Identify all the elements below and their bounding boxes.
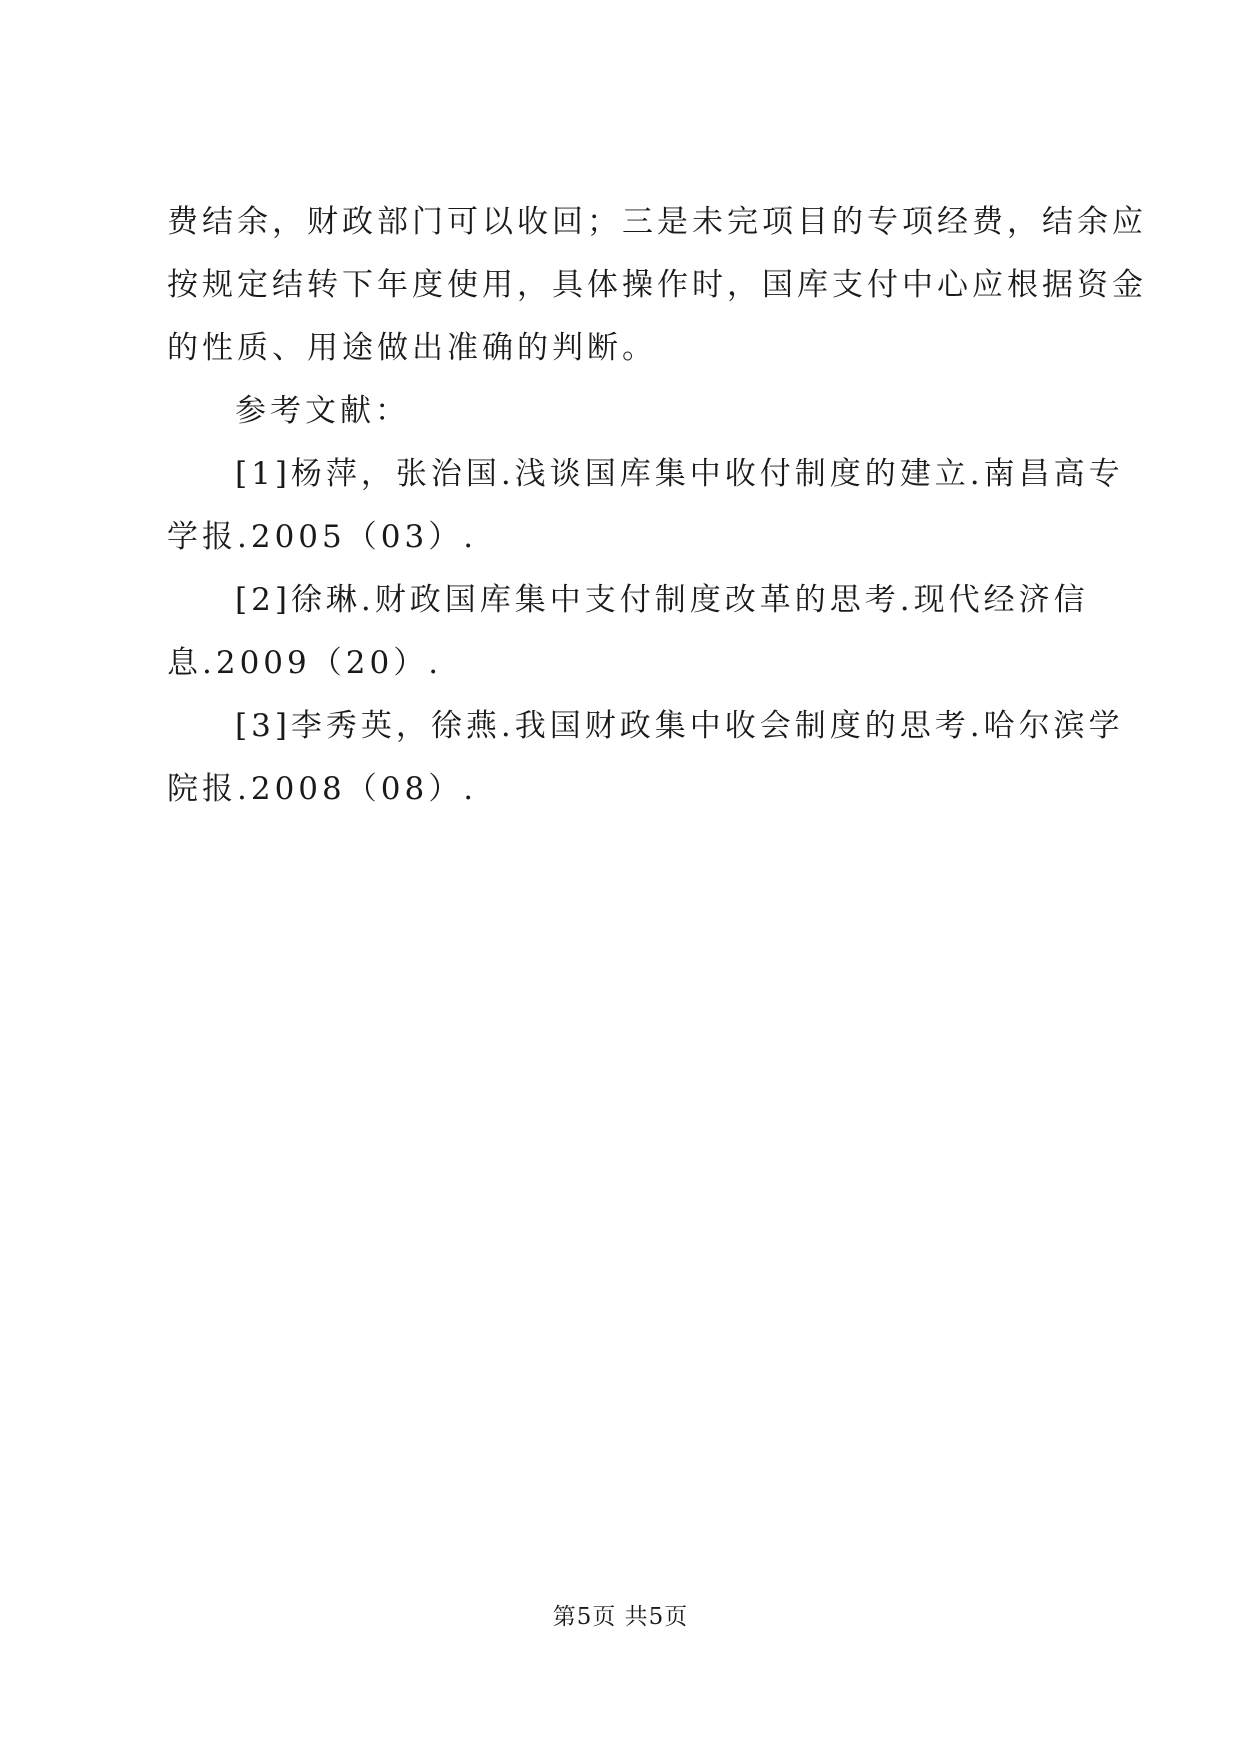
reference-1-line-1: [1]杨萍，张治国.浅谈国库集中收付制度的建立.南昌高专 bbox=[235, 456, 1124, 492]
paragraph-line: 费结余，财政部门可以收回；三是未完项目的专项经费，结余应 bbox=[167, 204, 1147, 240]
references-heading: 参考文献： bbox=[235, 393, 410, 429]
reference-2-line-2: 息.2009（20）. bbox=[167, 645, 443, 681]
reference-1-line-2: 学报.2005（03）. bbox=[167, 519, 478, 555]
paragraph-line: 的性质、用途做出准确的判断。 bbox=[167, 330, 657, 366]
reference-3-line-1: [3]李秀英，徐燕.我国财政集中收会制度的思考.哈尔滨学 bbox=[235, 708, 1124, 744]
document-body bbox=[167, 202, 1147, 832]
paragraph-line: 按规定结转下年度使用，具体操作时，国库支付中心应根据资金 bbox=[167, 267, 1147, 303]
reference-3-line-2: 院报.2008（08）. bbox=[167, 771, 478, 807]
reference-2-line-1: [2]徐琳.财政国库集中支付制度改革的思考.现代经济信 bbox=[235, 582, 1089, 618]
page-footer: 第5页 共5页 bbox=[552, 1604, 689, 1630]
